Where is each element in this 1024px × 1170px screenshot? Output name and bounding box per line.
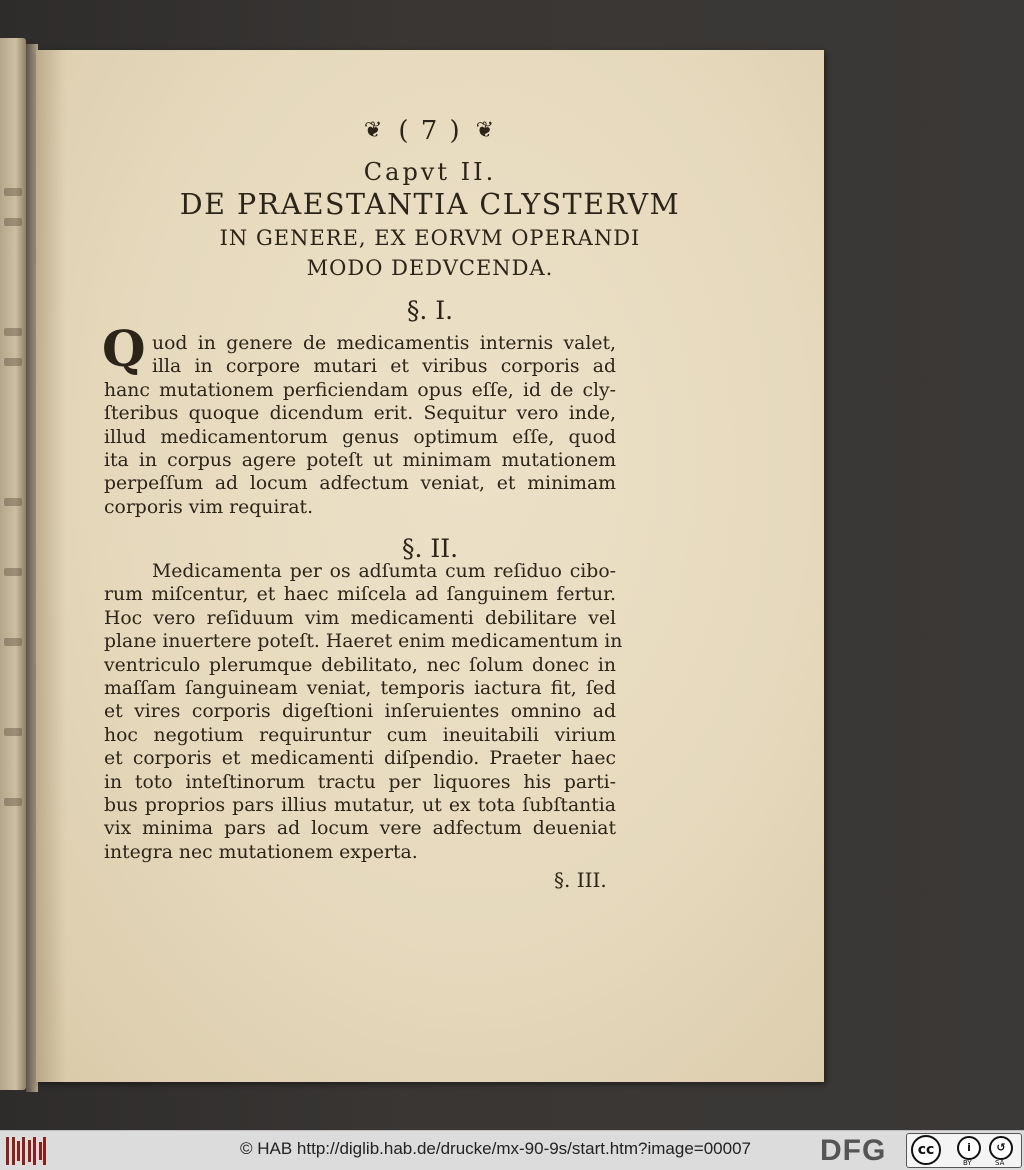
cc-icon: cc	[911, 1135, 941, 1165]
fleuron-icon: ❦	[363, 118, 385, 143]
cc-by-label: BY	[963, 1159, 972, 1167]
creative-commons-icon[interactable]	[906, 1133, 1022, 1168]
section-2-paragraph	[104, 560, 623, 864]
text-line: bus proprios pars illius mutatur, ut ex tota ſubſtantia	[104, 794, 616, 816]
copyright-link[interactable]: © HAB http://diglib.hab.de/drucke/mx-90-9s/start.htm?image=00007	[240, 1139, 751, 1158]
text-line: uod in genere de medicamentis internis valet,	[152, 333, 616, 354]
book-page	[36, 50, 824, 1082]
text-line: in toto inteſtinorum tractu per liquores his parti-	[104, 771, 616, 793]
facing-page-edge	[0, 38, 26, 1090]
drop-cap: Q	[102, 319, 146, 378]
text-line: rum miſcentur, et haec miſcela ad ſanguinem fertur.	[104, 584, 616, 606]
text-line: ita in corpus agere poteſt ut minimam mutationem	[104, 449, 616, 471]
text-line: illa in corpore mutari et viribus corporis ad	[152, 356, 616, 378]
text-line: ventriculo plerumque debilitato, nec ſolum donec in	[104, 654, 616, 676]
attribution-icon: i	[957, 1136, 981, 1160]
chapter-heading: Capvt II.	[363, 158, 497, 186]
text-line: et vires corporis digeſtioni inſeruientes omnino ad	[104, 701, 616, 723]
text-line: vix minima pars ad locum vere adfectum deueniat	[104, 818, 616, 840]
footer-bar	[0, 1130, 1024, 1170]
text-line: Medicamenta per os adſumta cum reſiduo cibo-	[152, 561, 616, 582]
text-line: illud medicamentorum genus optimum eſſe, quod	[104, 426, 616, 448]
text-line: ſteribus quoque dicendum erit. Sequitur vero inde,	[104, 403, 616, 425]
share-alike-icon: ↺	[989, 1136, 1013, 1160]
section-1-heading: §. I.	[406, 296, 454, 325]
fleuron-icon: ❦	[475, 118, 497, 143]
page-header	[36, 116, 824, 146]
text-line: hanc mutationem perficiendam opus eſſe, id de cly-	[104, 379, 616, 401]
text-line: Hoc vero reſiduum vim medicamenti debilitare vel	[104, 607, 616, 629]
text-line: et corporis et medicamenti diſpendio. Praeter haec	[104, 748, 616, 770]
hab-barcode-logo-icon[interactable]	[6, 1137, 46, 1165]
text-line: integra nec mutationem experta.	[104, 841, 418, 863]
catchword: §. III.	[554, 868, 607, 892]
text-line: corporis vim requirat.	[104, 496, 314, 518]
section-1-paragraph	[104, 332, 616, 519]
page-number: ( 7 )	[398, 116, 462, 146]
text-line: perpeſſum ad locum adfectum veniat, et minimam	[104, 473, 616, 495]
text-line: hoc negotium requiruntur cum ineuitabili virium	[104, 724, 616, 746]
title-line-3: MODO DEDVCENDA.	[306, 256, 554, 280]
title-line-1: DE PRAESTANTIA CLYSTERVM	[179, 188, 681, 221]
text-line: plane inuertere poteſt. Haeret enim medicamentum in	[104, 631, 623, 653]
section-2-heading: §. II.	[401, 534, 459, 563]
cc-sa-label: SA	[995, 1159, 1005, 1167]
title-line-2: IN GENERE, EX EORVM OPERANDI	[219, 226, 641, 250]
text-line: maſſam ſanguineam veniat, temporis iactura fit, ſed	[104, 677, 616, 699]
dfg-logo[interactable]: DFG	[820, 1134, 887, 1167]
